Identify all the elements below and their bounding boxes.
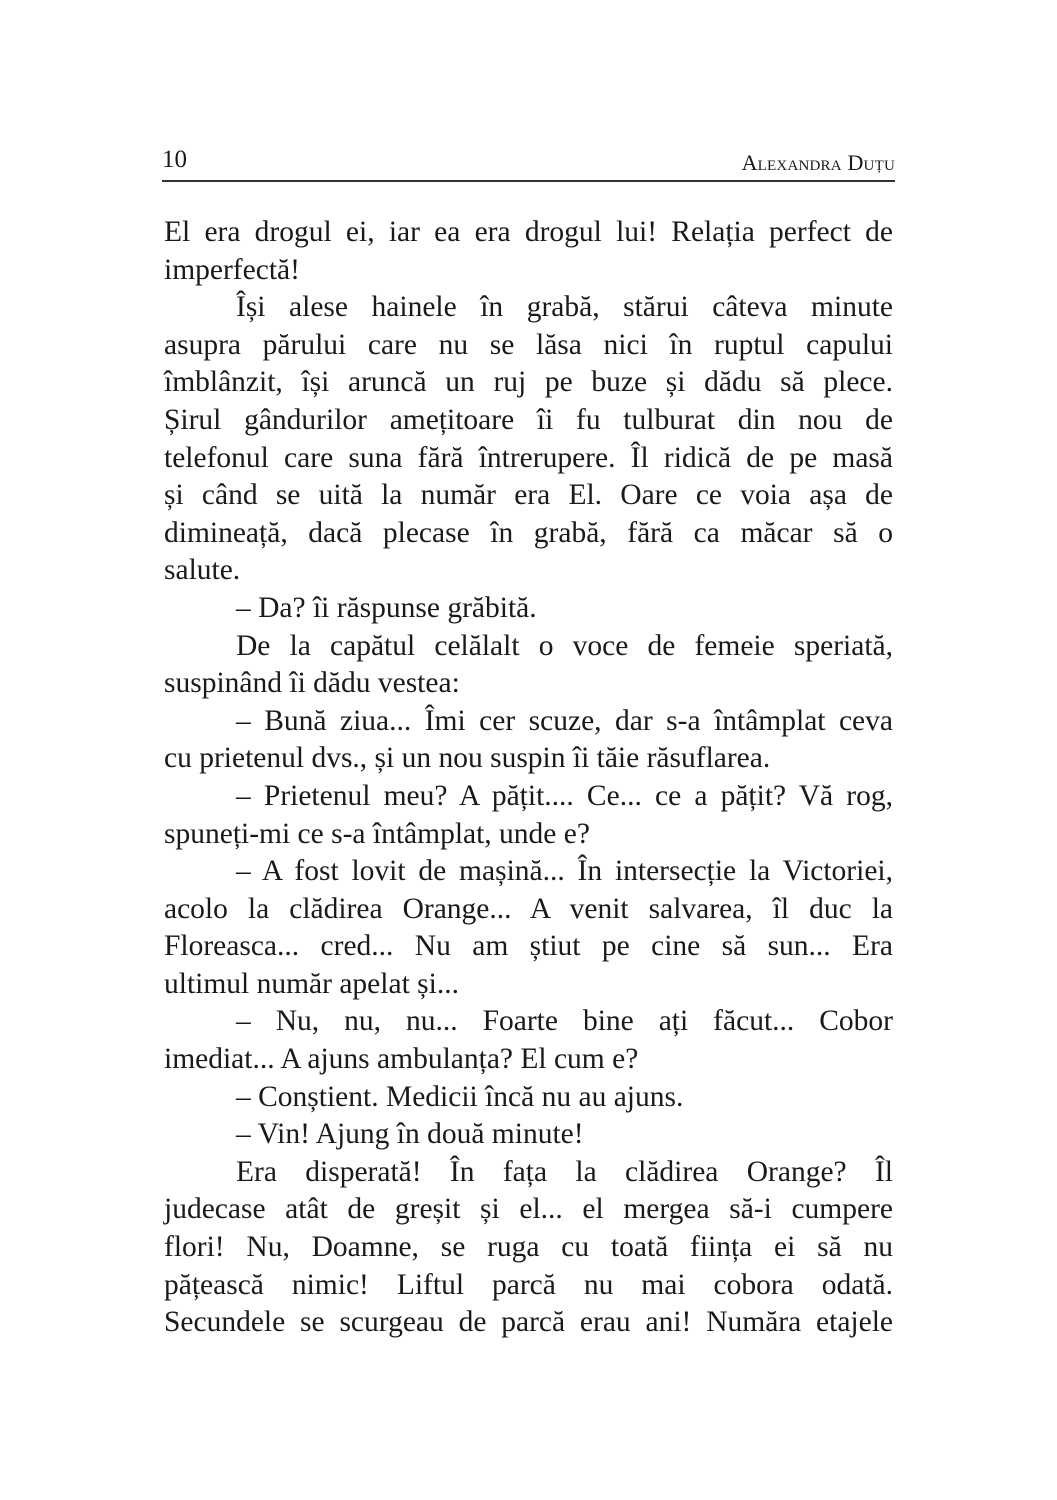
text-line: spuneți-mi ce s-a întâmplat, unde e? xyxy=(164,817,590,850)
text-line: dimineață, dacă plecase în grabă, fără ca măcar să o xyxy=(164,516,893,549)
text-line: – A fost lovit de mașină... În intersecție la Victoriei, xyxy=(236,855,893,888)
text-line: Era disperată! În fața la clădirea Orange? Îl xyxy=(236,1155,893,1188)
paragraph xyxy=(164,628,893,703)
paragraph xyxy=(164,1003,893,1078)
paragraph xyxy=(164,778,893,853)
text-line: Șirul gândurilor amețitoare îi fu tulburat din nou de xyxy=(164,403,893,436)
text-line: Își alese hainele în grabă, stărui câteva minute xyxy=(236,291,893,324)
page-number: 10 xyxy=(162,146,187,173)
paragraph xyxy=(164,1079,893,1117)
paragraph xyxy=(164,853,893,1003)
body-text xyxy=(164,214,893,1342)
paragraph xyxy=(164,214,893,289)
text-line: – Da? îi răspunse grăbită. xyxy=(236,591,537,624)
text-line: asupra părului care nu se lăsa nici în ruptul capului xyxy=(164,328,893,361)
running-header xyxy=(162,144,895,182)
text-line: flori! Nu, Doamne, se ruga cu toată ființa ei să nu xyxy=(164,1231,893,1264)
text-line: telefonul care suna fără întrerupere. Îl ridică de pe masă xyxy=(164,441,893,474)
text-line: și când se uită la număr era El. Oare ce voia așa de xyxy=(164,479,893,512)
text-line: Floreasca... cred... Nu am știut pe cine să sun... Era xyxy=(164,930,893,963)
text-line: – Nu, nu, nu... Foarte bine ați făcut... Cobor xyxy=(236,1005,893,1038)
text-line: salute. xyxy=(164,554,241,587)
text-line: imperfectă! xyxy=(164,253,300,286)
text-line: îmblânzit, își aruncă un ruj pe buze și dădu să plece. xyxy=(164,366,893,399)
text-line: – Prietenul meu? A pățit.... Ce... ce a pățit? Vă rog, xyxy=(236,779,893,812)
text-line: suspinând îi dădu vestea: xyxy=(164,667,460,700)
text-line: pățească nimic! Liftul parcă nu mai cobora odată. xyxy=(164,1268,893,1301)
text-line: El era drogul ei, iar ea era drogul lui! Relația perfect de xyxy=(164,216,893,248)
text-line: – Bună ziua... Îmi cer scuze, dar s-a întâmplat ceva xyxy=(236,704,893,737)
text-line: Secundele se scurgeau de parcă erau ani! Număra etajele xyxy=(164,1306,893,1339)
paragraph xyxy=(164,289,893,590)
text-line: De la capătul celălalt o voce de femeie speriată, xyxy=(236,629,893,662)
text-line: acolo la clădirea Orange... A venit salvarea, îl duc la xyxy=(164,892,893,925)
paragraph xyxy=(164,703,893,778)
paragraph xyxy=(164,1116,893,1154)
paragraph xyxy=(164,1154,893,1342)
text-line: ultimul număr apelat și... xyxy=(164,967,459,1000)
text-line: judecase atât de greșit și el... el mergea să-i cumpere xyxy=(164,1193,893,1226)
text-line: cu prietenul dvs., și un nou suspin îi tăie răsuflarea. xyxy=(164,742,771,775)
text-line: – Conștient. Medicii încă nu au ajuns. xyxy=(236,1080,684,1113)
text-line: – Vin! Ajung în două minute! xyxy=(236,1118,584,1151)
paragraph xyxy=(164,590,893,628)
author-name: Alexandra Duțu xyxy=(741,150,895,175)
text-line: imediat... A ajuns ambulanța? El cum e? xyxy=(164,1043,639,1076)
